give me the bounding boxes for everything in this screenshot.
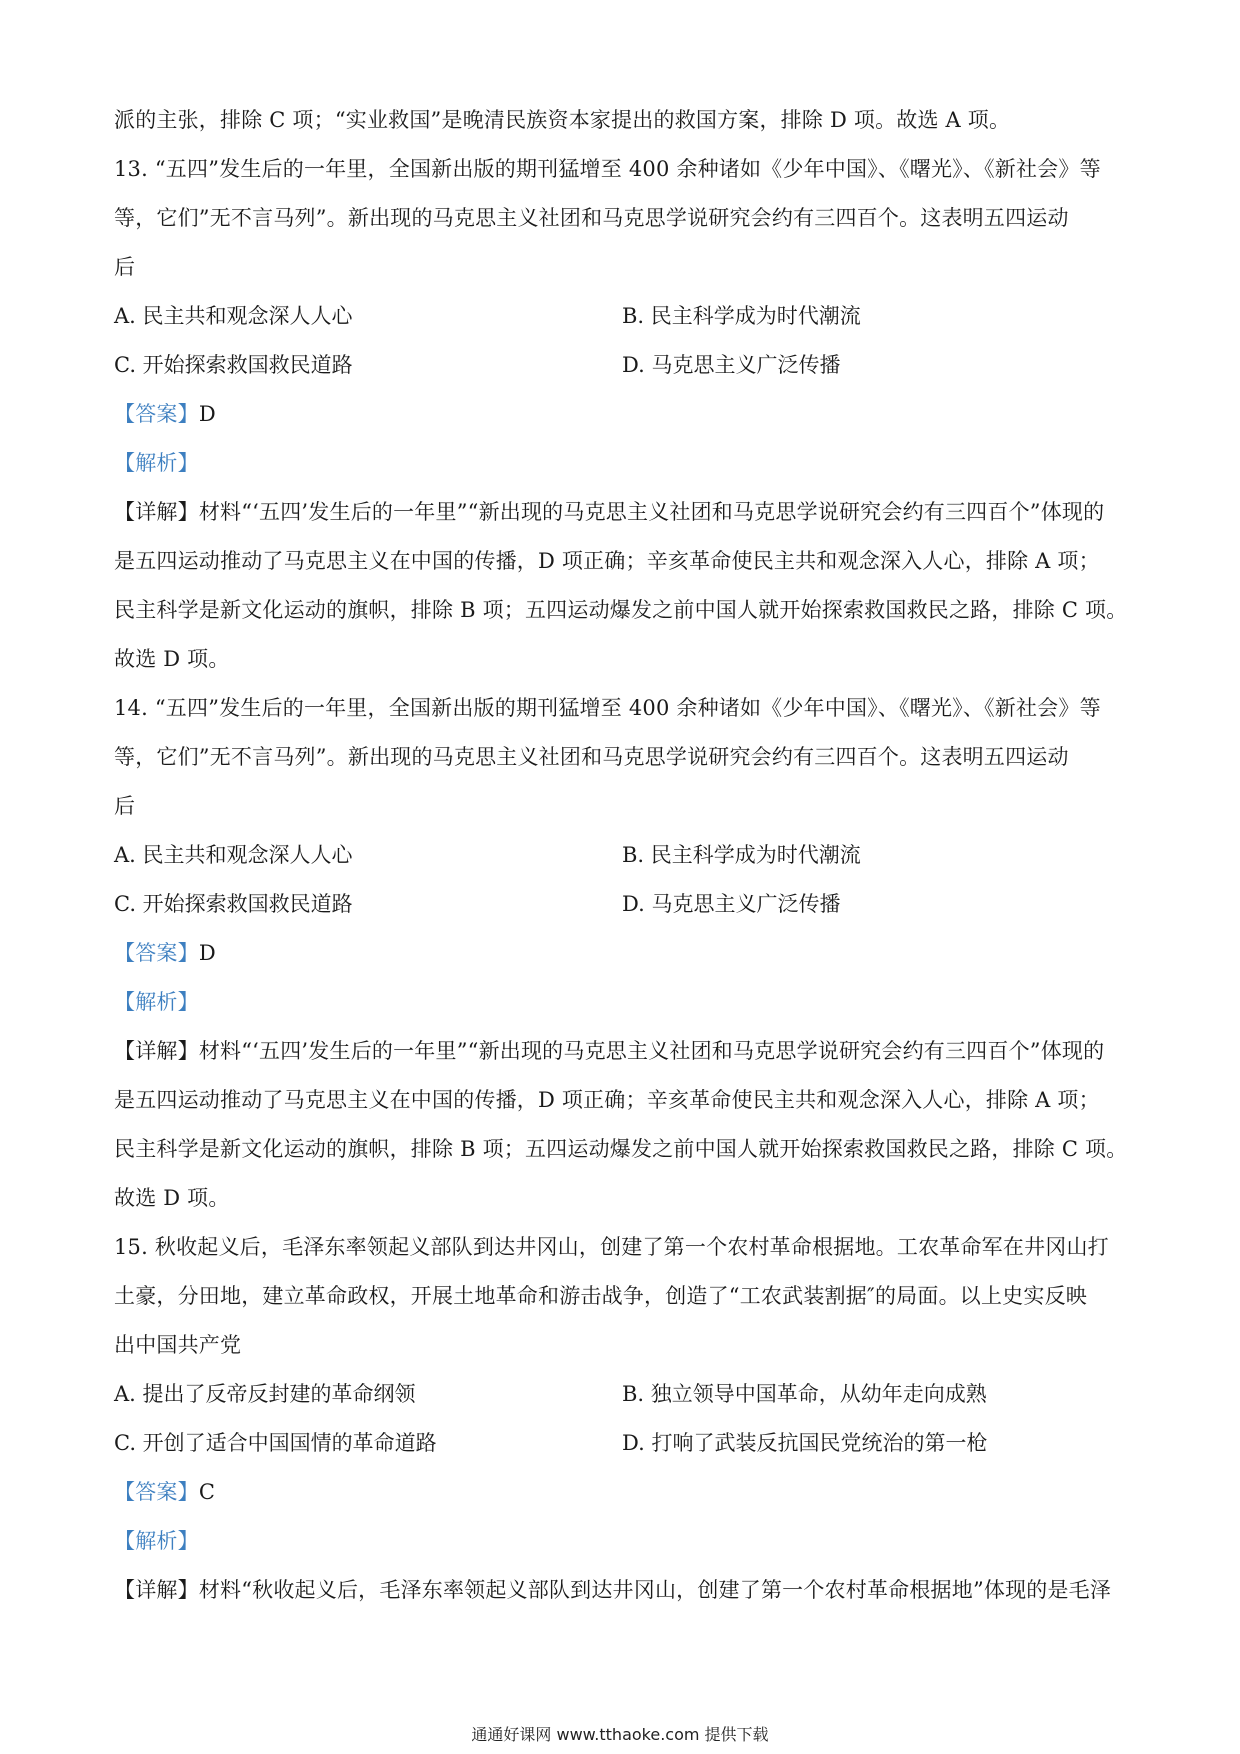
detail-text: 材料“‘五四’发生后的一年里”“新出现的马克思主义社团和马克思学说研究会约有三四百个”体现的 (198, 500, 1105, 524)
question-14 (114, 684, 1134, 1223)
question-stem-line: 15. 秋收起义后，毛泽东率领起义部队到达井冈山，创建了第一个农村革命根据地。工农革命军在井冈山打 (114, 1235, 1109, 1259)
question-stem-line: 出中国共产党 (114, 1333, 242, 1357)
detail-tag: 【详解】 (114, 1039, 199, 1063)
question-stem-line: 14. “五四”发生后的一年里，全国新出版的期刊猛增至 400 余种诸如《少年中国》、《曙光》、《新社会》等 (114, 696, 1101, 720)
option-a: A. 提出了反帝反封建的革命纲领 (114, 1382, 416, 1406)
detail-line: 是五四运动推动了马克思主义在中国的传播，D 项正确；辛亥革命使民主共和观念深入人心，排除 A 项； (114, 549, 1100, 573)
option-a: A. 民主共和观念深人人心 (114, 843, 353, 867)
question-stem-line: 等，它们”无不言马列”。新出现的马克思主义社团和马克思学说研究会约有三四百个。这表明五四运动 (114, 745, 1069, 769)
option-b: B. 独立领导中国革命，从幼年走向成熟 (622, 1382, 987, 1406)
options-row (114, 880, 1134, 929)
detail-line: 是五四运动推动了马克思主义在中国的传播，D 项正确；辛亥革命使民主共和观念深入人心，排除 A 项； (114, 1088, 1100, 1112)
answer-value: D (198, 402, 216, 426)
question-stem-line: 土豪，分田地，建立革命政权，开展土地革命和游击战争，创造了“工农武装割据″的局面。以上史实反映 (114, 1284, 1087, 1308)
detail-tag: 【详解】 (114, 500, 199, 524)
detail-text: 材料“秋收起义后，毛泽东率领起义部队到达井冈山，创建了第一个农村革命根据地”体现的是毛泽 (198, 1578, 1112, 1602)
option-a: A. 民主共和观念深人人心 (114, 304, 353, 328)
question-stem-line: 13. “五四”发生后的一年里，全国新出版的期刊猛增至 400 余种诸如《少年中国》、《曙光》、《新社会》等 (114, 157, 1101, 181)
detail-line: 故选 D 项。 (114, 1186, 230, 1210)
options-row (114, 1370, 1134, 1419)
option-c: C. 开创了适合中国国情的革命道路 (114, 1431, 437, 1455)
detail-tag: 【详解】 (114, 1578, 199, 1602)
page-footer: 通通好课网 www.tthaoke.com 提供下载 (471, 1725, 769, 1744)
answer-line (114, 390, 1134, 439)
option-b: B. 民主科学成为时代潮流 (622, 304, 861, 328)
option-d: D. 打响了武装反抗国民党统治的第一枪 (622, 1431, 988, 1455)
option-c: C. 开始探索救国救民道路 (114, 353, 353, 377)
answer-tag: 【答案】 (114, 941, 199, 965)
question-stem-line: 后 (114, 255, 136, 279)
detail-line: 民主科学是新文化运动的旗帜，排除 B 项；五四运动爆发之前中国人就开始探索救国救民之路，排除 C 项。 (114, 1137, 1128, 1161)
options-row (114, 831, 1134, 880)
answer-value: C (198, 1480, 216, 1504)
option-c: C. 开始探索救国救民道路 (114, 892, 353, 916)
answer-line (114, 1468, 1134, 1517)
detail-line (114, 1027, 1134, 1076)
option-d: D. 马克思主义广泛传播 (622, 353, 841, 377)
detail-line: 故选 D 项。 (114, 647, 230, 671)
document-page (114, 96, 1134, 1615)
answer-tag: 【答案】 (114, 402, 199, 426)
lead-text: 派的主张，排除 C 项；“实业救国”是晚清民族资本家提出的救国方案，排除 D 项。故选 A 项。 (114, 108, 1011, 132)
answer-tag: 【答案】 (114, 1480, 199, 1504)
detail-line: 民主科学是新文化运动的旗帜，排除 B 项；五四运动爆发之前中国人就开始探索救国救民之路，排除 C 项。 (114, 598, 1128, 622)
options-row (114, 292, 1134, 341)
detail-line (114, 488, 1134, 537)
option-b: B. 民主科学成为时代潮流 (622, 843, 861, 867)
question-15 (114, 1223, 1134, 1615)
analysis-tag: 【解析】 (114, 1529, 199, 1553)
question-stem-line: 等，它们”无不言马列”。新出现的马克思主义社团和马克思学说研究会约有三四百个。这表明五四运动 (114, 206, 1069, 230)
analysis-tag: 【解析】 (114, 990, 199, 1014)
analysis-tag: 【解析】 (114, 451, 199, 475)
question-13 (114, 145, 1134, 684)
answer-value: D (198, 941, 216, 965)
question-stem-line: 后 (114, 794, 136, 818)
detail-line (114, 1566, 1134, 1615)
option-d: D. 马克思主义广泛传播 (622, 892, 841, 916)
detail-text: 材料“‘五四’发生后的一年里”“新出现的马克思主义社团和马克思学说研究会约有三四百个”体现的 (198, 1039, 1105, 1063)
options-row (114, 341, 1134, 390)
options-row (114, 1419, 1134, 1468)
answer-line (114, 929, 1134, 978)
